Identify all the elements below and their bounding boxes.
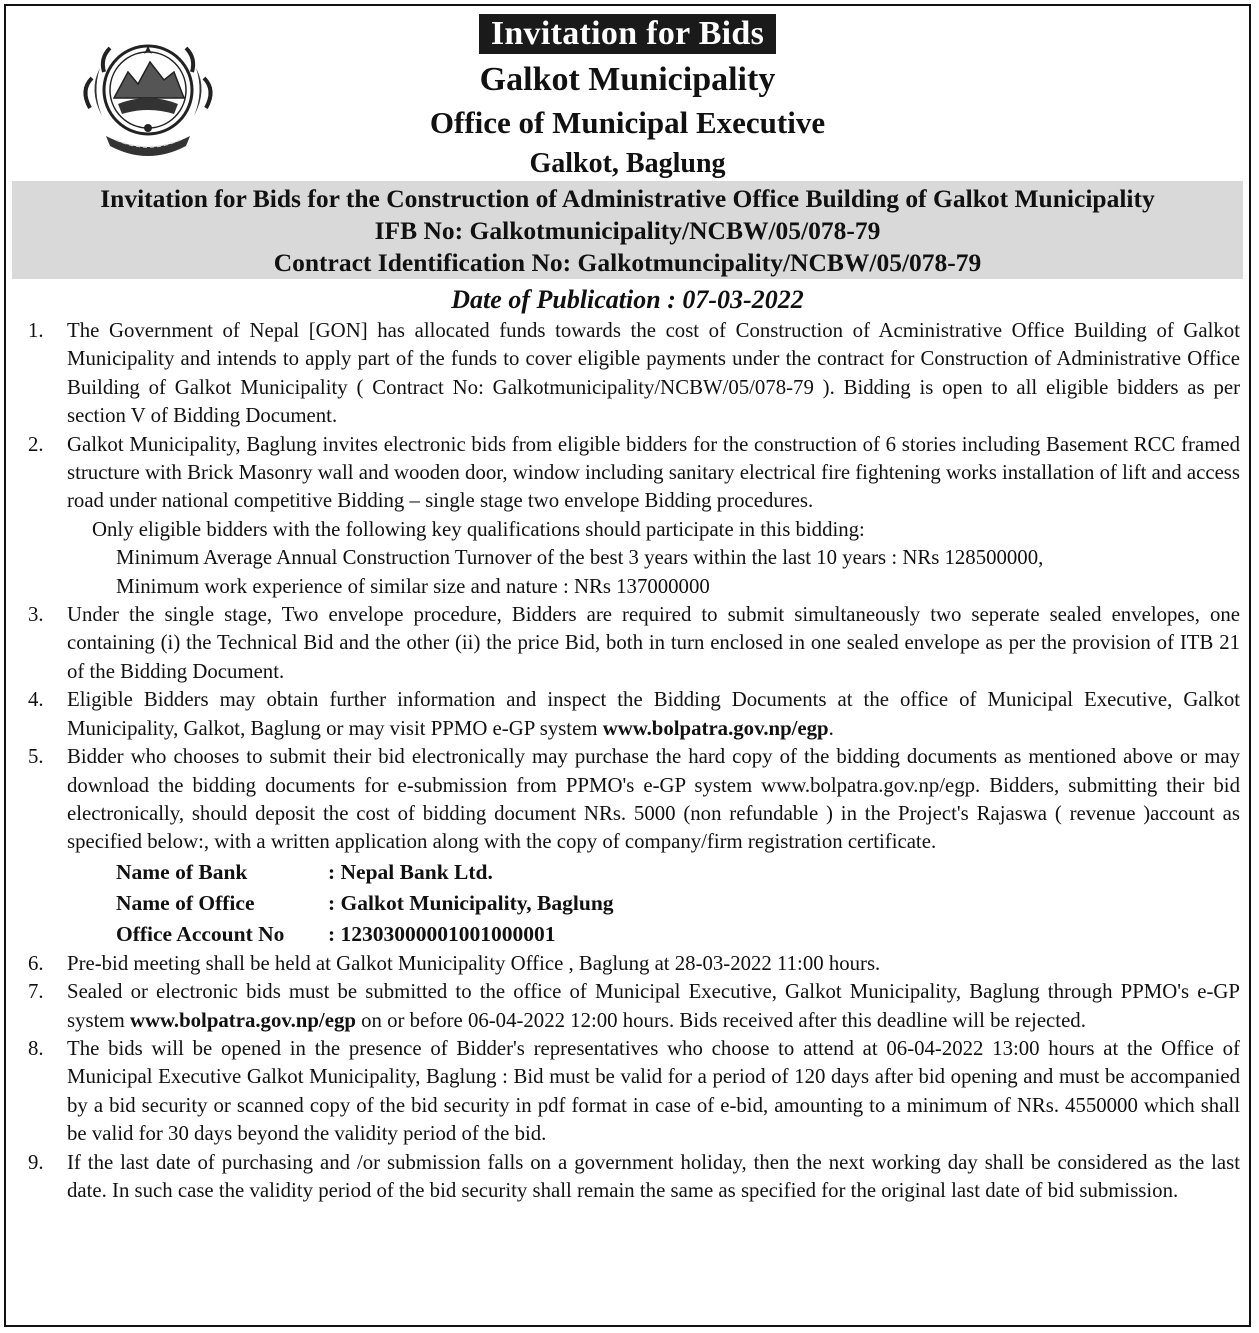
notice-body (28, 317, 1240, 1205)
clause-text: If the last date of purchasing and /or submission falls on a government holiday, then the next working day shall be considered as the last date. In such case the validity period of the bid security shall remain the same as specified for the original last date of bid submission. (67, 1150, 1240, 1202)
organization-name: Galkot Municipality (479, 61, 776, 98)
clause-text: Pre-bid meeting shall be held at Galkot Municipality Office , Baglung at 28-03-2022 11:00 hours. (67, 951, 881, 975)
contract-identification-number: Contract Identification No: Galkotmuncipality/NCBW/05/078-79 (273, 248, 982, 277)
clause-number: 2. (28, 432, 44, 456)
qualification-turnover: Minimum Average Annual Construction Turnover of the best 3 years within the last 10 years : NRs 128500000, (116, 546, 1044, 570)
clause-number: 7. (28, 980, 44, 1004)
clause-number: 8. (28, 1036, 44, 1060)
bank-name-label: Name of Bank (116, 859, 248, 884)
clause-9 (28, 1149, 1240, 1206)
clause-number: 6. (28, 951, 44, 975)
account-number-label: Office Account No (116, 921, 285, 946)
clause-text: Galkot Municipality, Baglung invites electronic bids from eligible bidders for the construction of 6 stories including Basement RCC framed structure with Brick Masonry wall and wooden door, window including sanitary electrical fire fightening works installation of lift and access road under national competitive Bidding – single stage two envelope Bidding procedures. (67, 432, 1240, 513)
notice-title-badge: Invitation for Bids (479, 14, 776, 54)
office-name: Office of Municipal Executive (429, 105, 826, 140)
office-location: Galkot, Baglung (529, 148, 726, 179)
egp-portal-link[interactable]: www.bolpatra.gov.np/egp (602, 716, 829, 740)
office-name-value: : Galkot Municipality, Baglung (328, 890, 614, 915)
qualification-experience: Minimum work experience of similar size and nature : NRs 137000000 (116, 574, 710, 598)
account-number-value: : 12303000001001000001 (328, 921, 556, 946)
clause-4 (28, 686, 1240, 743)
clause-text: The bids will be opened in the presence of Bidder's representatives who choose to attend at 06-04-2022 13:00 hours at the Office of Municipal Executive Galkot Municipality, Baglung : Bid must be valid for a period of 120 days after bid opening and must be accompanied by a bid security or scanned copy of the bid security in pdf format in case of e-bid, amounting to a minimum of NRs. 4550000 which shall be valid for 30 days beyond the validity period of the bid. (67, 1036, 1240, 1146)
clause-text: The Government of Nepal [GON] has allocated funds towards the cost of Construction of Acministrative Office Building of Galkot Municipality and intends to apply part of the funds to cover eligible payments under the contract for Construction of Administrative Office Building of Galkot Municipality ( Contract No: Galkotmunicipality/NCBW/05/078-79 ). Bidding is open to all eligible bidders as per section V of Bidding Document. (67, 319, 1240, 428)
bank-name-value: : Nepal Bank Ltd. (328, 859, 493, 884)
clause-number: 5. (28, 745, 44, 769)
clause-6 (28, 950, 1240, 978)
clause-text: Bidder who chooses to submit their bid electronically may purchase the hard copy of the bidding documents as mentioned above or may download the bidding documents for e-submission from PPMO's e-GP system www.bolpatra.gov.np/egp. Bidders, submitting their bid electronically, should deposit the cost of bidding document NRs. 5000 (non refundable ) in the Project's Rajaswa ( revenue )account as specified below:, with a written application along with the copy of company/firm registration certificate. (67, 745, 1240, 854)
clause-5 (28, 743, 1240, 857)
qualifications-intro: Only eligible bidders with the following key qualifications should participate in this bidding: (92, 517, 865, 541)
clause-1 (28, 317, 1240, 431)
clause-text: Under the single stage, Two envelope procedure, Bidders are required to submit simultaneously two seperate sealed envelopes, one containing (i) the Technical Bid and the other (ii) the price Bid, both in turn enclosed in one sealed envelope as per the provision of ITB 21 of the Bidding Document. (67, 603, 1240, 683)
clause-number: 4. (28, 688, 44, 712)
clause-7 (28, 978, 1240, 1035)
clause-3 (28, 601, 1240, 686)
account-number-row (28, 919, 1240, 950)
bid-subject: Invitation for Bids for the Construction of Administrative Office Building of Galkot Municipality (100, 184, 1155, 213)
clause-text-tail: . (828, 716, 834, 740)
clause-number: 9. (28, 1150, 44, 1174)
clause-number: 1. (28, 319, 44, 342)
publication-date: Date of Publication : 07-03-2022 (451, 285, 804, 314)
office-name-label: Name of Office (116, 890, 255, 915)
office-name-row (28, 888, 1240, 919)
bank-name-row (28, 857, 1240, 888)
clause-text: Sealed or electronic bids must be submitted to the office of Municipal Executive, Galkot Municipality, Baglung through PPMO's e-GP system (67, 980, 1240, 1032)
bid-reference-band (12, 181, 1243, 279)
ifb-number: IFB No: Galkotmunicipality/NCBW/05/078-79 (374, 216, 881, 245)
clause-text-tail: on or before 06-04-2022 12:00 hours. Bids received after this deadline will be rejected. (355, 1008, 1086, 1032)
clause-text: Eligible Bidders may obtain further information and inspect the Bidding Documents at the office of Municipal Executive, Galkot Municipality, Galkot, Baglung or may visit PPMO e-GP system (67, 688, 1240, 740)
notice-header (6, 14, 1249, 184)
egp-portal-link[interactable]: www.bolpatra.gov.np/egp (129, 1008, 356, 1032)
notice-frame (4, 4, 1251, 1327)
clause-8 (28, 1035, 1240, 1149)
clause-2 (28, 431, 1240, 516)
clause-number: 3. (28, 603, 44, 627)
